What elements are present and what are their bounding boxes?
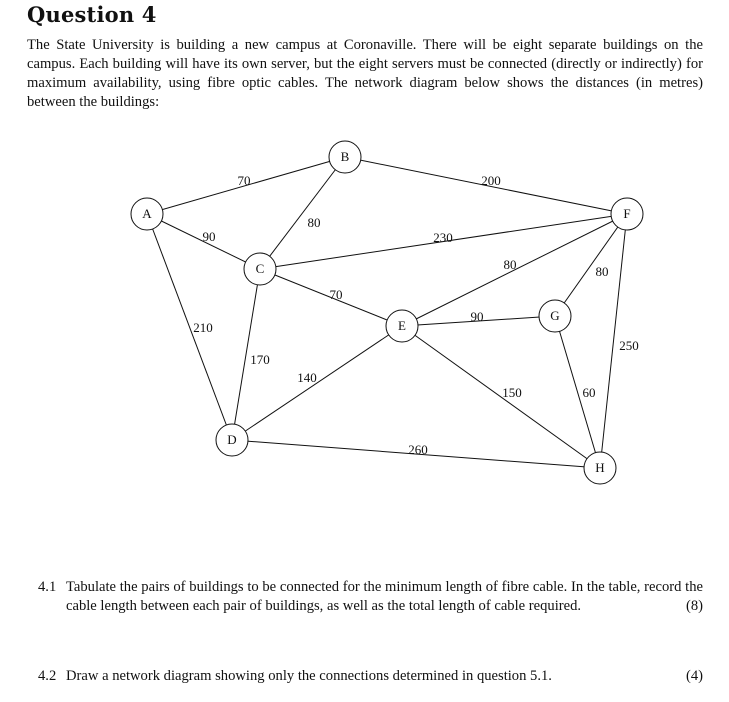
node-label: G (550, 307, 560, 323)
node-f (611, 198, 643, 230)
edge-weight-d-h: 260 (408, 441, 428, 457)
edge-weight-g-f: 80 (595, 263, 609, 279)
subquestion-4-1 (38, 578, 703, 616)
edge-weight-c-e: 70 (329, 286, 343, 302)
edge-a-d (147, 214, 232, 440)
node-e (386, 310, 418, 342)
edge-weight-g-h: 60 (582, 384, 596, 400)
node-h (584, 452, 616, 484)
edge-weight-e-h: 150 (502, 384, 522, 400)
edge-weight-c-d: 170 (250, 351, 270, 367)
node-label: B (340, 148, 350, 164)
edge-g-f (555, 214, 627, 316)
edge-b-c (260, 157, 345, 269)
node-g (539, 300, 571, 332)
subquestion-4-2 (38, 667, 703, 686)
edge-weight-b-f: 200 (481, 172, 501, 188)
subquestion-number: 4.2 (38, 668, 57, 684)
edge-weight-d-e: 140 (297, 369, 317, 385)
subquestion-body: Draw a network diagram showing only the connections determined in question 5.1. (66, 668, 552, 684)
question-title: Question 4 (27, 2, 157, 27)
edge-d-e (232, 326, 402, 440)
node-label: F (623, 205, 631, 221)
edge-weight-a-c: 90 (202, 228, 216, 244)
edge-e-h (402, 326, 600, 468)
node-label: A (142, 205, 152, 221)
subquestion-marks: (4) (685, 668, 703, 684)
subquestion-marks: (8) (685, 598, 703, 614)
node-b (329, 141, 361, 173)
node-label: H (595, 459, 605, 475)
node-c (244, 253, 276, 285)
node-label: E (398, 317, 406, 333)
edge-weight-a-b: 70 (237, 172, 251, 188)
node-label: D (227, 431, 237, 447)
subquestion-text (66, 667, 703, 686)
edge-weight-c-f: 230 (433, 229, 453, 245)
node-d (216, 424, 248, 456)
edge-weight-e-g: 90 (470, 308, 484, 324)
weights-layer (193, 173, 639, 457)
edge-weight-f-h: 250 (619, 337, 639, 353)
subquestion-number: 4.1 (38, 579, 57, 595)
nodes-layer (131, 141, 643, 484)
subquestion-text (66, 578, 703, 616)
question-intro: The State University is building a new campus at Coronaville. There will be eight separate buildings on the campus. Each building will have its own server, but the eight servers must be connected (directly or indirectly) for maximum availability, using fibre optic cables. The network diagram below shows the distances (in metres) between the buildings: (27, 37, 703, 110)
edge-weight-b-c: 80 (307, 214, 321, 230)
subquestion-body: Tabulate the pairs of buildings to be connected for the minimum length of fibre cable. In the table, record the cable length between each pair of buildings, as well as the total length of cable required. (66, 579, 703, 614)
node-a (131, 198, 163, 230)
edge-weight-a-d: 210 (193, 319, 213, 335)
edge-weight-e-f: 80 (503, 256, 517, 272)
node-label: C (255, 260, 265, 276)
